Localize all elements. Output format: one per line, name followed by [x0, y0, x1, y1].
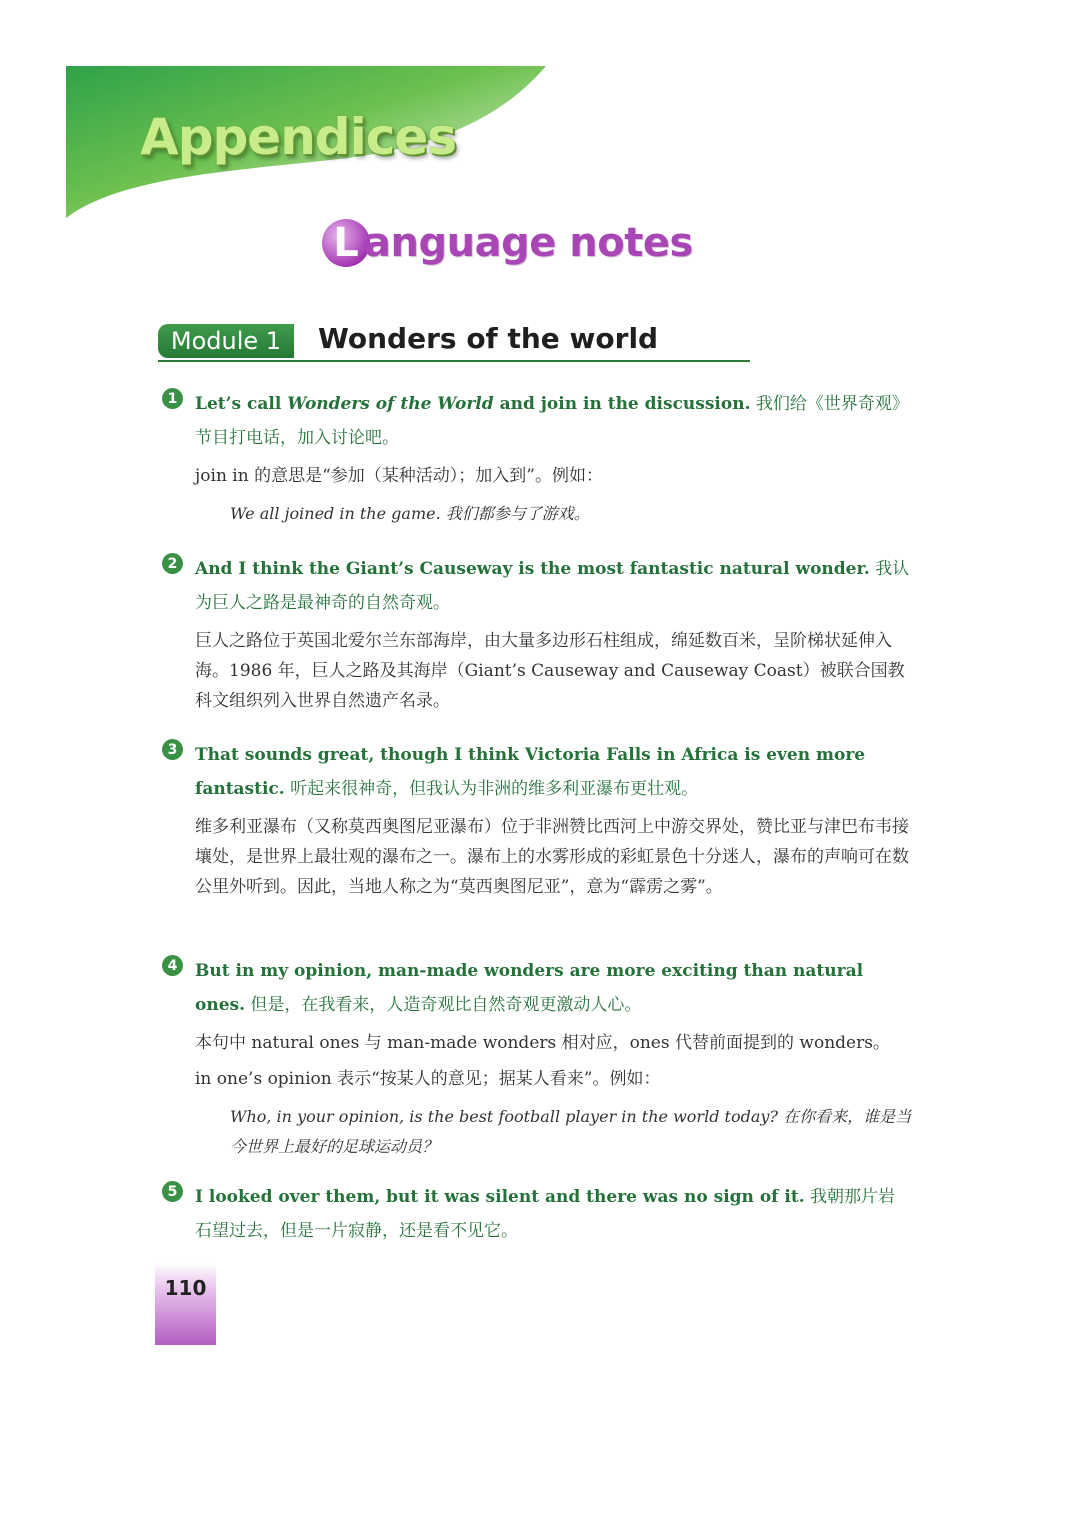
module-badge: Module 1: [158, 324, 294, 358]
note-sentence: I looked over them, but it was silent and there was no sign of it.: [195, 1187, 805, 1207]
note-3: [162, 738, 912, 902]
note-headline: [195, 1180, 912, 1248]
note-headline: [195, 954, 912, 1022]
note-explanation: join in 的意思是“参加（某种活动）；加入到”。例如：: [195, 466, 603, 486]
note-sentence: But in my opinion, man-made wonders are more exciting than natural ones.: [195, 961, 864, 1015]
note-headline: [195, 387, 912, 455]
note-explanation-2: in one’s opinion 表示“按某人的意见；据某人看来”。例如：: [195, 1069, 661, 1089]
note-number-badge: 3: [162, 739, 183, 760]
note-explanation: 维多利亚瀑布（又称莫西奥图尼亚瀑布）位于非洲赞比西河上中游交界处，赞比亚与津巴布韦接壤处，是世界上最壮观的瀑布之一。瀑布上的水雾形成的彩虹景色十分迷人，瀑布的声响可在数公里外听到。因此，当地人称之为“莫西奥图尼亚”，意为“霹雳之雾”。: [195, 817, 909, 897]
note-number-badge: 4: [162, 955, 183, 976]
page-number-tab: [155, 1262, 216, 1345]
note-sentence: That sounds great, though I think Victoria Falls in Africa is even more fantastic.: [195, 745, 866, 799]
note-translation: 但是，在我看来，人造奇观比自然奇观更激动人心。: [250, 995, 642, 1015]
note-1: [162, 387, 912, 529]
note-sentence: And I think the Giant’s Causeway is the most fantastic natural wonder.: [195, 559, 870, 579]
appendices-title: Appendices: [140, 108, 457, 166]
note-explanation: 本句中 natural ones 与 man-made wonders 相对应，ones 代替前面提到的 wonders。: [195, 1033, 890, 1053]
module-title: Wonders of the world: [318, 322, 659, 355]
note-explanation: 巨人之路位于英国北爱尔兰东部海岸，由大量多边形石柱组成，绵延数百米，呈阶梯状延伸入海。1986 年，巨人之路及其海岸（Giant’s Causeway and Causeway Coast）被联合国教科文组织列入世界自然遗产名录。: [195, 631, 905, 711]
note-number-badge: 1: [162, 388, 183, 409]
note-example: We all joined in the game. 我们都参与了游戏。: [230, 504, 590, 523]
note-5: [162, 1180, 912, 1248]
note-sentence-end: and join in the discussion.: [493, 394, 751, 414]
page-number: 110: [164, 1276, 207, 1300]
note-translation: 我朝那片岩石望过去，但是一片寂静，还是看不见它。: [195, 1187, 896, 1241]
module-header: [158, 324, 750, 362]
note-sentence-italic: Wonders of the World: [287, 394, 494, 414]
note-number-badge: 2: [162, 553, 183, 574]
note-4: [162, 954, 912, 1162]
note-2: [162, 552, 912, 716]
section-title: [322, 208, 693, 278]
note-sentence-start: Let’s call: [195, 394, 288, 414]
note-translation: 听起来很神奇，但我认为非洲的维多利亚瀑布更壮观。: [290, 779, 699, 799]
note-example: Who, in your opinion, is the best football player in the world today? 在你看来，谁是当今世界上最好的足球运动员？: [230, 1107, 912, 1156]
note-translation: 我们给《世界奇观》节目打电话，加入讨论吧。: [195, 394, 909, 448]
note-headline: [195, 552, 912, 620]
section-title-initial: L: [322, 219, 370, 267]
note-headline: [195, 738, 912, 806]
note-number-badge: 5: [162, 1181, 183, 1202]
note-translation: 我认为巨人之路是最神奇的自然奇观。: [195, 559, 910, 613]
section-title-text: anguage notes: [364, 220, 693, 266]
